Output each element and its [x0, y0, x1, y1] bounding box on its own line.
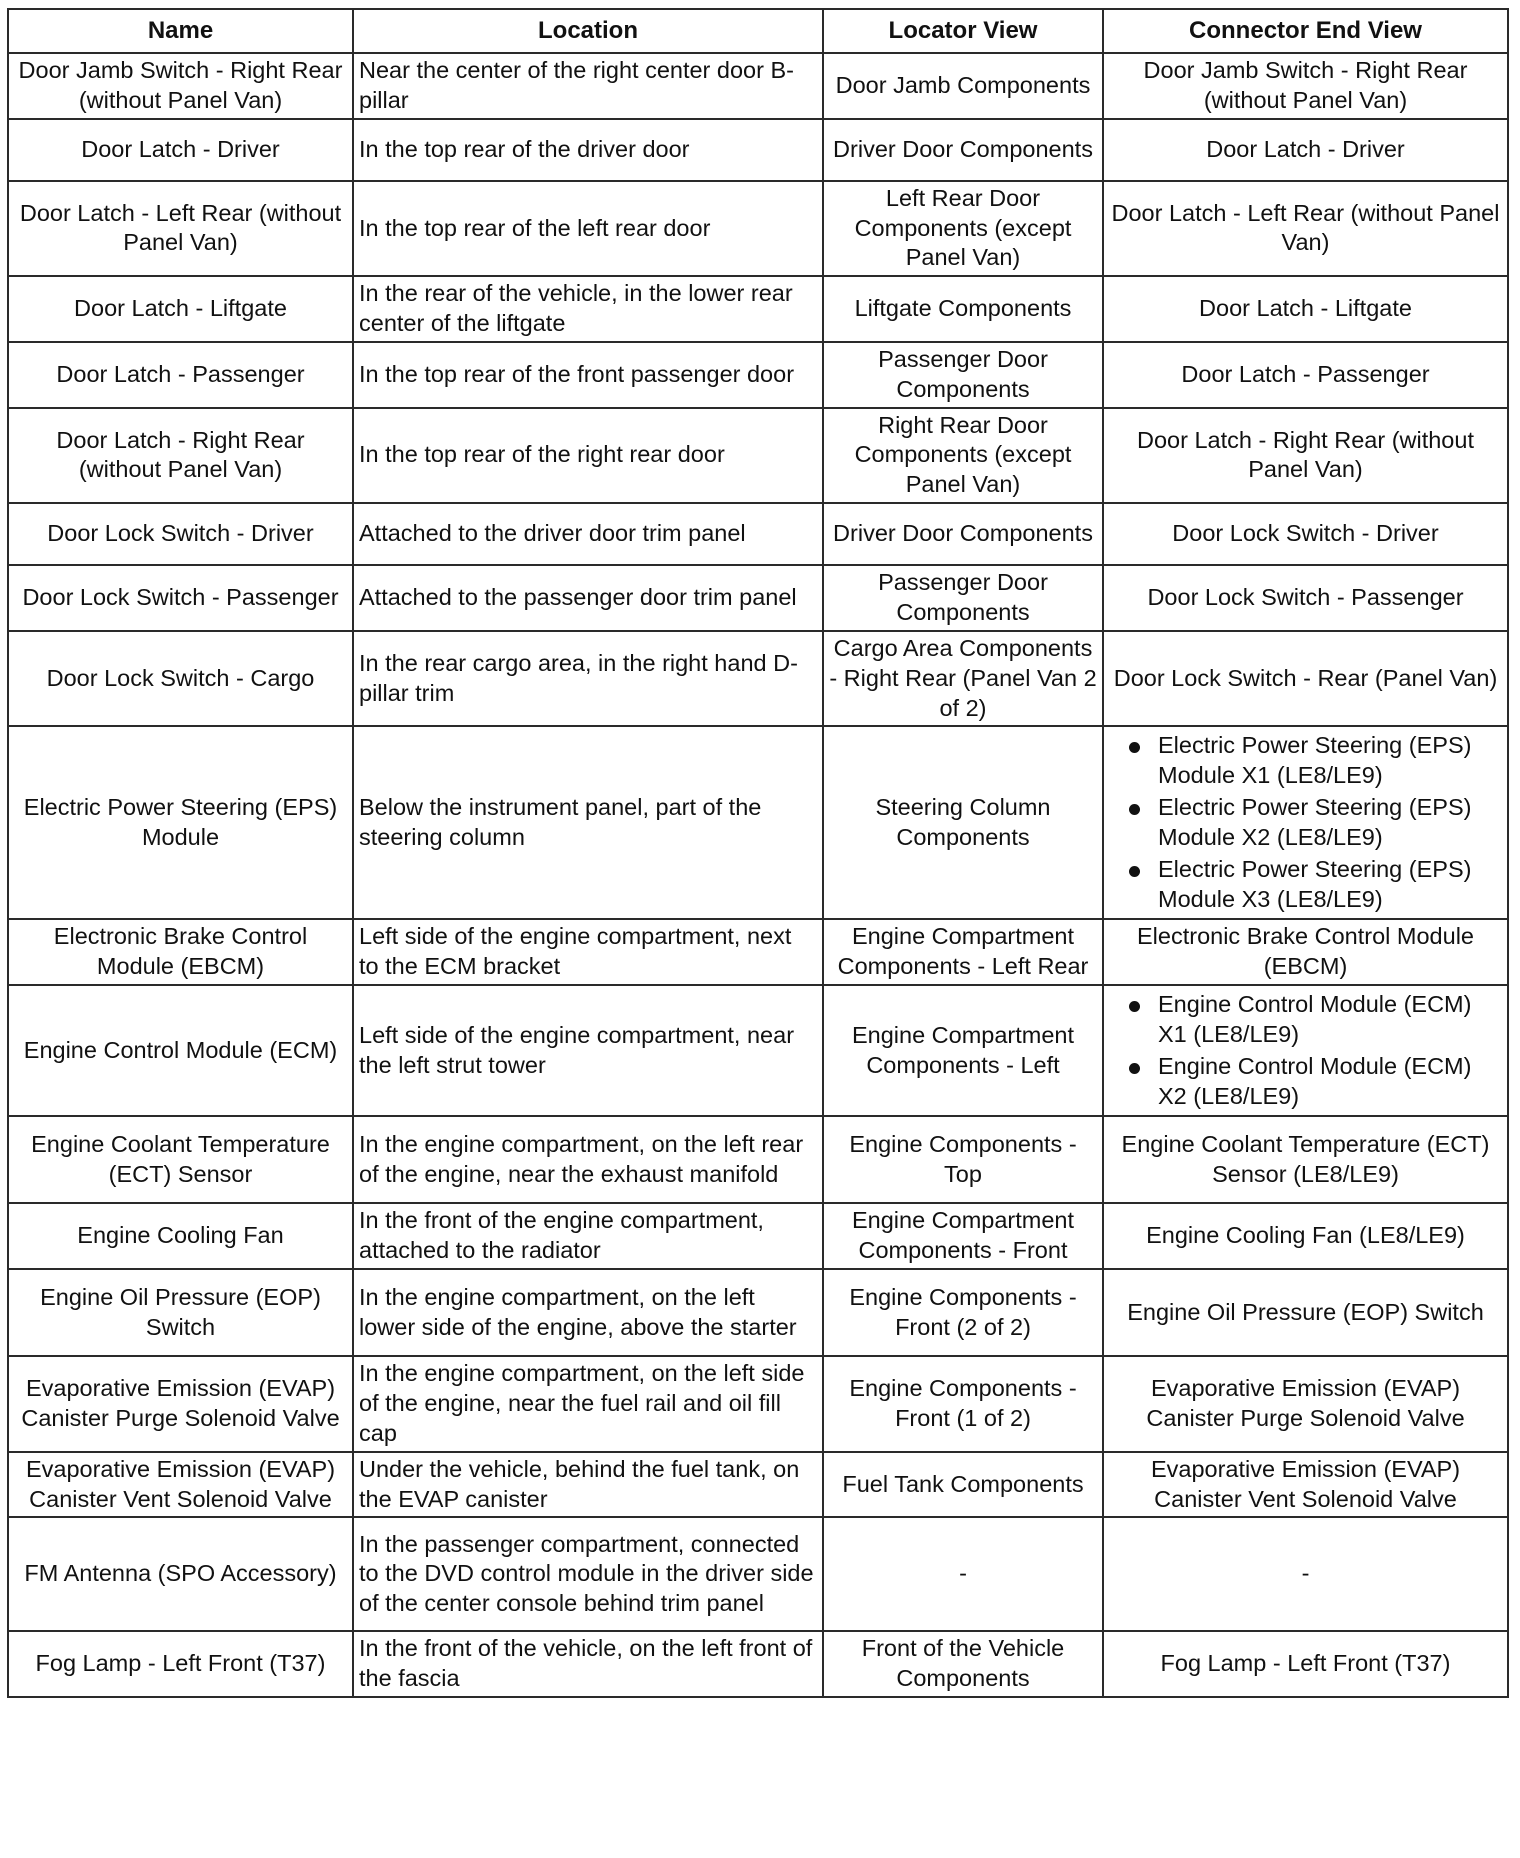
cell-name: Door Latch - Liftgate — [8, 276, 353, 342]
connector-text: Door Latch - Liftgate — [1199, 295, 1412, 322]
connector-list-item — [1109, 731, 1502, 791]
cell-name: Electronic Brake Control Module (EBCM) — [8, 919, 353, 985]
cell-locator-view: Steering Column Components — [823, 726, 1103, 919]
cell-locator-view: Driver Door Components — [823, 119, 1103, 181]
table-body — [8, 53, 1508, 1697]
bullet-icon — [1129, 742, 1140, 753]
cell-connector-end-view — [1103, 631, 1508, 727]
cell-name: FM Antenna (SPO Accessory) — [8, 1517, 353, 1631]
connector-list-item-text: Electric Power Steering (EPS) Module X1 (LE8/LE9) — [1158, 732, 1472, 789]
connector-list-item — [1109, 1052, 1502, 1112]
component-locator-table — [7, 8, 1509, 1698]
connector-list — [1109, 990, 1502, 1111]
cell-locator-view: Engine Compartment Components - Front — [823, 1203, 1103, 1269]
cell-locator-view: Liftgate Components — [823, 276, 1103, 342]
cell-name: Door Lock Switch - Cargo — [8, 631, 353, 727]
cell-location: Left side of the engine compartment, near the left strut tower — [353, 985, 823, 1116]
cell-connector-end-view — [1103, 565, 1508, 631]
connector-text: Door Latch - Left Rear (without Panel Van) — [1111, 199, 1500, 256]
cell-location: Attached to the passenger door trim panel — [353, 565, 823, 631]
header-name: Name — [8, 9, 353, 53]
cell-name: Door Lock Switch - Driver — [8, 503, 353, 565]
table-row — [8, 503, 1508, 565]
table-row — [8, 1517, 1508, 1631]
cell-name: Door Jamb Switch - Right Rear (without Panel Van) — [8, 53, 353, 119]
cell-location: In the front of the vehicle, on the left front of the fascia — [353, 1631, 823, 1697]
cell-location: In the passenger compartment, connected to the DVD control module in the driver side of the center console behind trim panel — [353, 1517, 823, 1631]
connector-text: Fog Lamp - Left Front (T37) — [1160, 1650, 1451, 1677]
component-locator-table-container — [7, 8, 1507, 1698]
connector-list-item — [1109, 990, 1502, 1050]
bullet-icon — [1129, 866, 1140, 877]
cell-connector-end-view — [1103, 1116, 1508, 1203]
cell-name: Evaporative Emission (EVAP) Canister Purge Solenoid Valve — [8, 1356, 353, 1452]
connector-list-item-text: Engine Control Module (ECM) X2 (LE8/LE9) — [1158, 1052, 1472, 1109]
cell-connector-end-view — [1103, 1631, 1508, 1697]
cell-name: Door Lock Switch - Passenger — [8, 565, 353, 631]
cell-locator-view: Engine Components - Top — [823, 1116, 1103, 1203]
cell-name: Engine Control Module (ECM) — [8, 985, 353, 1116]
table-row — [8, 631, 1508, 727]
cell-name: Engine Oil Pressure (EOP) Switch — [8, 1269, 353, 1356]
cell-connector-end-view — [1103, 276, 1508, 342]
connector-text: Door Latch - Passenger — [1181, 360, 1430, 387]
connector-text: Evaporative Emission (EVAP) Canister Purge Solenoid Valve — [1146, 1375, 1465, 1431]
cell-connector-end-view — [1103, 726, 1508, 919]
table-row — [8, 276, 1508, 342]
cell-connector-end-view — [1103, 1356, 1508, 1452]
header-row — [8, 9, 1508, 53]
connector-list — [1109, 731, 1502, 914]
connector-text: Door Latch - Driver — [1206, 135, 1405, 162]
cell-location: Attached to the driver door trim panel — [353, 503, 823, 565]
cell-location: In the top rear of the front passenger door — [353, 342, 823, 408]
connector-text: - — [1301, 1560, 1310, 1587]
table-row — [8, 919, 1508, 985]
cell-location: In the rear of the vehicle, in the lower rear center of the liftgate — [353, 276, 823, 342]
connector-text: Door Jamb Switch - Right Rear (without Panel Van) — [1143, 57, 1468, 113]
connector-text: Engine Coolant Temperature (ECT) Sensor (LE8/LE9) — [1121, 1131, 1490, 1187]
connector-list-item — [1109, 855, 1502, 915]
cell-connector-end-view — [1103, 985, 1508, 1116]
table-row — [8, 1631, 1508, 1697]
cell-location: In the front of the engine compartment, attached to the radiator — [353, 1203, 823, 1269]
cell-connector-end-view — [1103, 408, 1508, 504]
connector-list-item-text: Engine Control Module (ECM) X1 (LE8/LE9) — [1158, 991, 1472, 1047]
cell-locator-view: Engine Compartment Components - Left Rear — [823, 919, 1103, 985]
connector-text: Door Lock Switch - Driver — [1172, 520, 1439, 547]
cell-location: In the engine compartment, on the left rear of the engine, near the exhaust manifold — [353, 1116, 823, 1203]
cell-location: In the top rear of the driver door — [353, 119, 823, 181]
cell-connector-end-view — [1103, 919, 1508, 985]
cell-location: In the rear cargo area, in the right hand D-pillar trim — [353, 631, 823, 727]
cell-location: Under the vehicle, behind the fuel tank, on the EVAP canister — [353, 1452, 823, 1518]
cell-name: Door Latch - Right Rear (without Panel Van) — [8, 408, 353, 504]
connector-text: Evaporative Emission (EVAP) Canister Vent Solenoid Valve — [1150, 1455, 1461, 1512]
table-row — [8, 565, 1508, 631]
cell-locator-view: Passenger Door Components — [823, 565, 1103, 631]
cell-locator-view: Door Jamb Components — [823, 53, 1103, 119]
cell-location: Near the center of the right center door B-pillar — [353, 53, 823, 119]
bullet-icon — [1129, 804, 1140, 815]
table-row — [8, 1269, 1508, 1356]
cell-connector-end-view — [1103, 1203, 1508, 1269]
table-row — [8, 408, 1508, 504]
table-row — [8, 726, 1508, 919]
connector-text: Door Lock Switch - Rear (Panel Van) — [1113, 664, 1498, 691]
cell-connector-end-view — [1103, 342, 1508, 408]
cell-name: Door Latch - Passenger — [8, 342, 353, 408]
cell-locator-view: Driver Door Components — [823, 503, 1103, 565]
connector-text: Engine Oil Pressure (EOP) Switch — [1127, 1298, 1484, 1325]
cell-location: In the engine compartment, on the left side of the engine, near the fuel rail and oil fill cap — [353, 1356, 823, 1452]
table-row — [8, 985, 1508, 1116]
cell-connector-end-view — [1103, 1452, 1508, 1518]
cell-connector-end-view — [1103, 119, 1508, 181]
cell-name: Evaporative Emission (EVAP) Canister Vent Solenoid Valve — [8, 1452, 353, 1518]
cell-location: Below the instrument panel, part of the steering column — [353, 726, 823, 919]
cell-locator-view: Right Rear Door Components (except Panel Van) — [823, 408, 1103, 504]
header-locator-view: Locator View — [823, 9, 1103, 53]
header-connector-end-view: Connector End View — [1103, 9, 1508, 53]
table-row — [8, 119, 1508, 181]
cell-connector-end-view — [1103, 181, 1508, 277]
cell-location: In the engine compartment, on the left lower side of the engine, above the starter — [353, 1269, 823, 1356]
cell-locator-view: Engine Components - Front (2 of 2) — [823, 1269, 1103, 1356]
cell-name: Fog Lamp - Left Front (T37) — [8, 1631, 353, 1697]
cell-name: Door Latch - Driver — [8, 119, 353, 181]
cell-connector-end-view — [1103, 1269, 1508, 1356]
cell-location: In the top rear of the left rear door — [353, 181, 823, 277]
cell-locator-view: Front of the Vehicle Components — [823, 1631, 1103, 1697]
cell-locator-view: Cargo Area Components - Right Rear (Panel Van 2 of 2) — [823, 631, 1103, 727]
bullet-icon — [1129, 1063, 1140, 1074]
cell-connector-end-view — [1103, 503, 1508, 565]
cell-locator-view: Engine Compartment Components - Left — [823, 985, 1103, 1116]
table-row — [8, 1452, 1508, 1518]
cell-location: Left side of the engine compartment, next to the ECM bracket — [353, 919, 823, 985]
connector-text: Door Latch - Right Rear (without Panel Van) — [1137, 426, 1474, 483]
bullet-icon — [1129, 1001, 1140, 1012]
table-row — [8, 53, 1508, 119]
table-row — [8, 342, 1508, 408]
cell-locator-view: Fuel Tank Components — [823, 1452, 1103, 1518]
cell-connector-end-view — [1103, 53, 1508, 119]
connector-list-item-text: Electric Power Steering (EPS) Module X2 (LE8/LE9) — [1158, 794, 1472, 850]
cell-name: Electric Power Steering (EPS) Module — [8, 726, 353, 919]
cell-locator-view: Engine Components - Front (1 of 2) — [823, 1356, 1103, 1452]
table-row — [8, 1356, 1508, 1452]
table-row — [8, 1203, 1508, 1269]
connector-text: Engine Cooling Fan (LE8/LE9) — [1146, 1222, 1465, 1249]
cell-locator-view: Left Rear Door Components (except Panel Van) — [823, 181, 1103, 277]
cell-locator-view: Passenger Door Components — [823, 342, 1103, 408]
cell-name: Engine Cooling Fan — [8, 1203, 353, 1269]
cell-connector-end-view — [1103, 1517, 1508, 1631]
cell-name: Engine Coolant Temperature (ECT) Sensor — [8, 1116, 353, 1203]
connector-text: Door Lock Switch - Passenger — [1147, 584, 1464, 611]
header-location: Location — [353, 9, 823, 53]
connector-text: Electronic Brake Control Module (EBCM) — [1137, 923, 1474, 980]
connector-list-item — [1109, 793, 1502, 853]
cell-location: In the top rear of the right rear door — [353, 408, 823, 504]
cell-name: Door Latch - Left Rear (without Panel Van) — [8, 181, 353, 277]
cell-locator-view: - — [823, 1517, 1103, 1631]
table-row — [8, 181, 1508, 277]
table-row — [8, 1116, 1508, 1203]
connector-list-item-text: Electric Power Steering (EPS) Module X3 (LE8/LE9) — [1158, 855, 1472, 912]
